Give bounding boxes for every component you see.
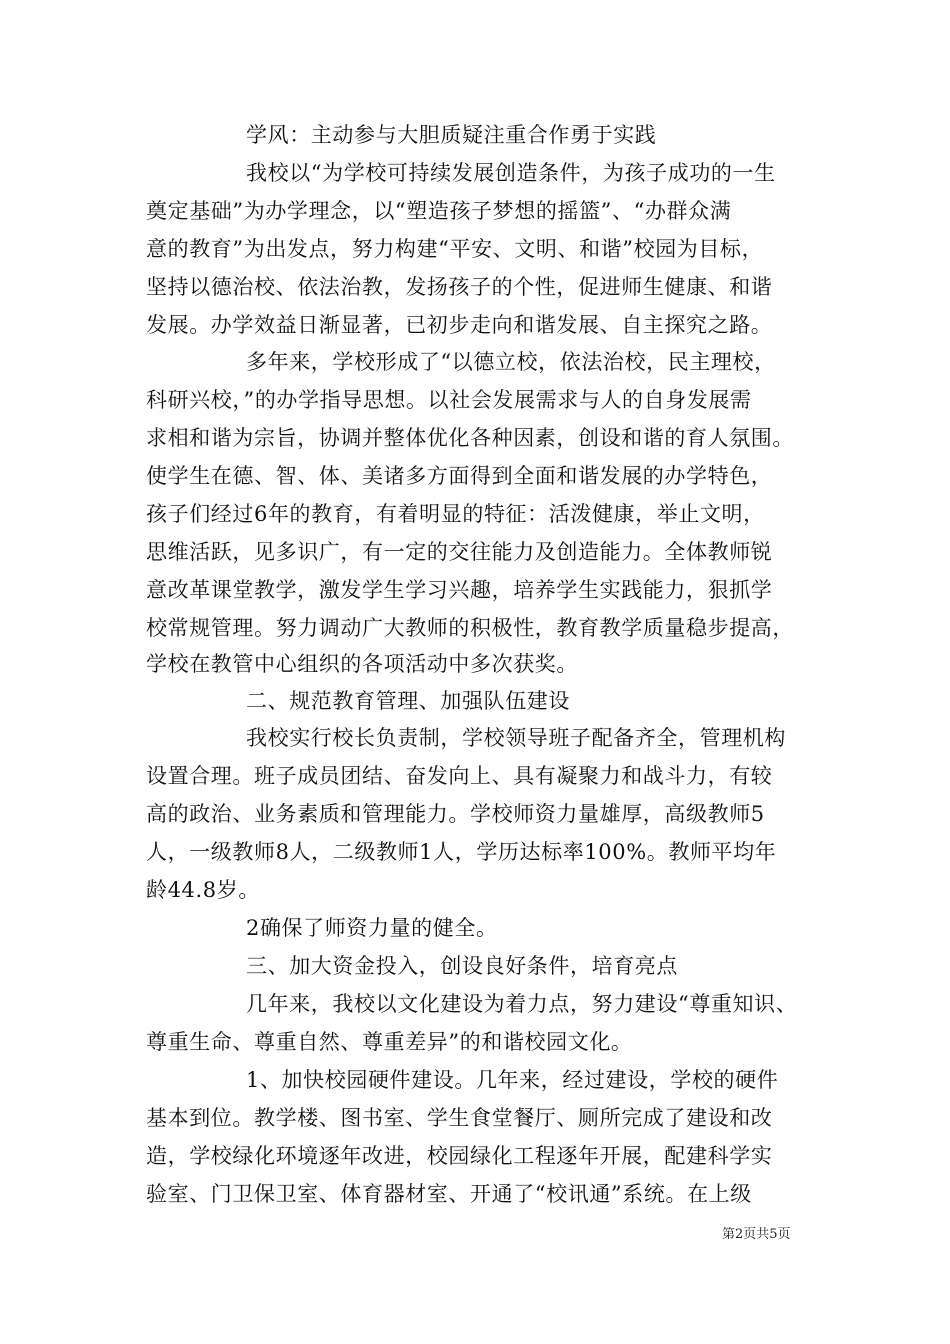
text-line: 孩子们经过6年的教育，有着明显的特征：活泼健康，举止文明， <box>146 502 765 526</box>
text-line: 发展。办学效益日渐显著，已初步走向和谐发展、自主探究之路。 <box>146 313 773 337</box>
section-heading: 二、规范教育管理、加强队伍建设 <box>246 689 570 713</box>
text-line: 多年来，学校形成了“以德立校，依法治校，民主理校， <box>246 350 776 374</box>
text-line: 校常规管理。努力调动广大教师的积极性，教育教学质量稳步提高， <box>146 616 794 640</box>
text-line: 求相和谐为宗旨，协调并整体优化各种因素，创设和谐的育人氛围。 <box>146 426 794 450</box>
text-line: 坚持以德治校、依法治教，发扬孩子的个性，促进师生健康、和谐 <box>146 275 773 299</box>
text-line: 学校在教管中心组织的各项活动中多次获奖。 <box>146 652 578 676</box>
text-line: 1、加快校园硬件建设。几年来，经过建设，学校的硬件 <box>246 1068 779 1092</box>
text-line: 奠定基础”为办学理念，以“塑造孩子梦想的摇篮”、“办群众满 <box>146 199 732 223</box>
text-line: 龄44.8岁。 <box>146 878 260 902</box>
text-line: 意的教育”为出发点，努力构建“平安、文明、和谐”校园为目标， <box>146 237 764 261</box>
text-line: 造，学校绿化环境逐年改进，校园绿化工程逐年开展，配建科学实 <box>146 1144 773 1168</box>
text-line: 我校以“为学校可持续发展创造条件，为孩子成功的一生 <box>246 161 776 185</box>
text-line: 我校实行校长负责制，学校领导班子配备齐全，管理机构 <box>246 726 786 750</box>
section-heading: 三、加大资金投入，创设良好条件，培育亮点 <box>246 954 678 978</box>
text-line: 学风：主动参与大胆质疑注重合作勇于实践 <box>246 123 657 147</box>
text-line: 科研兴校，”的办学指导思想。以社会发展需求与人的自身发展需 <box>146 388 752 412</box>
text-line: 设置合理。班子成员团结、奋发向上、具有凝聚力和战斗力，有较 <box>146 764 773 788</box>
text-line: 使学生在德、智、体、美诸多方面得到全面和谐发展的办学特色， <box>146 464 773 488</box>
text-line: 尊重生命、尊重自然、尊重差异”的和谐校园文化。 <box>146 1030 633 1054</box>
text-line: 意改革课堂教学，激发学生学习兴趣，培养学生实践能力，狠抓学 <box>146 578 773 602</box>
text-line: 人，一级教师8人，二级教师1人，学历达标率100%。教师平均年 <box>146 840 777 864</box>
text-line: 几年来，我校以文化建设为着力点，努力建设“尊重知识、 <box>246 992 798 1016</box>
text-line: 验室、门卫保卫室、体育器材室、开通了“校讯通”系统。在上级 <box>146 1182 752 1206</box>
text-line: 2确保了师资力量的健全。 <box>246 916 498 940</box>
page-number: 第2页共5页 <box>722 1227 791 1242</box>
text-line: 基本到位。教学楼、图书室、学生食堂餐厅、厕所完成了建设和改 <box>146 1106 773 1130</box>
text-line: 高的政治、业务素质和管理能力。学校师资力量雄厚，高级教师5 <box>146 802 765 826</box>
text-line: 思维活跃，见多识广，有一定的交往能力及创造能力。全体教师锐 <box>146 540 773 564</box>
